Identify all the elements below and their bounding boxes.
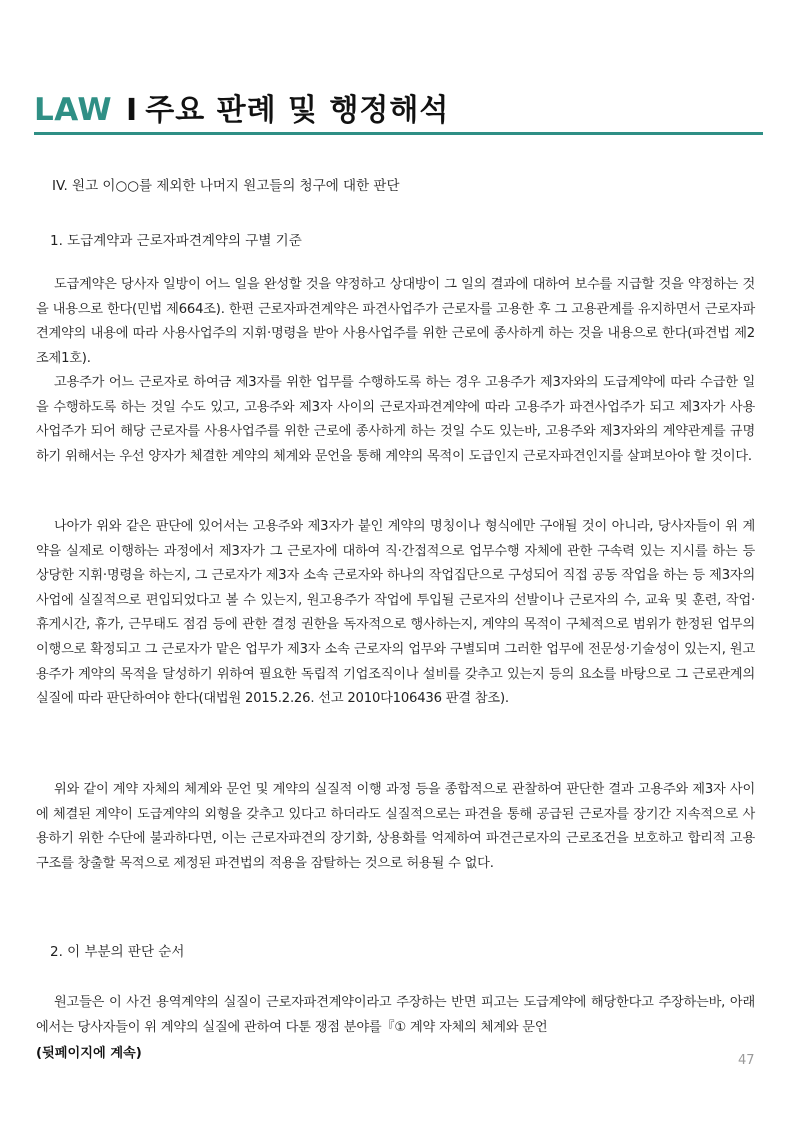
separator-bar: I — [126, 93, 138, 128]
paragraph: 도급계약은 당사자 일방이 어느 일을 완성할 것을 약정하고 상대방이 그 일의 결과에 대하여 보수를 지급할 것을 약정하는 것을 내용으로 한다(민법 제664조). 한편 근로자파견계약은 파견사업주가 근로자를 고용한 후 그 고용관계를 유지하면서 근로자파견계약의 내용에 따라 사용사업주의 지휘·명령을 받아 사용사업주를 위한 근로에 종사하게 하는 것을 내용으로 한다(파견법 제2조제1호). — [36, 277, 755, 366]
header-rule — [34, 132, 763, 135]
paragraph: 위와 같이 계약 자체의 체계와 문언 및 계약의 실질적 이행 과정 등을 종합적으로 관찰하여 판단한 결과 고용주와 제3자 사이에 체결된 계약이 도급계약의 외형을 갖추고 있다고 하더라도 실질적으로는 파견을 통해 공급된 근로자를 장기간 지속적으로 사용하기 위한 수단에 불과하다면, 이는 근로자파견의 장기화, 상용화를 억제하여 파견근로자의 근로조건을 보호하고 합리적 고용구조를 창출할 목적으로 제정된 파견법의 적용을 잠탈하는 것으로 허용될 수 없다. — [36, 782, 755, 871]
continued-note: (뒷페이지에 계속) — [36, 1046, 142, 1061]
subsection-heading-2: 2. 이 부분의 판단 순서 — [50, 944, 185, 960]
section-heading-iv: IV. 원고 이○○를 제외한 나머지 원고들의 청구에 대한 판단 — [52, 178, 400, 194]
paragraph: 원고들은 이 사건 용역계약의 실질이 근로자파견계약이라고 주장하는 반면 피고는 도급계약에 해당한다고 주장하는바, 아래에서는 당사자들이 위 계약의 실질에 관하여 다툰 쟁점 분야를『① 계약 자체의 체계와 문언 — [36, 995, 755, 1035]
page-header — [34, 85, 763, 129]
page-number: 47 — [738, 1053, 755, 1068]
section-label: LAW — [34, 92, 113, 128]
paragraph: 나아가 위와 같은 판단에 있어서는 고용주와 제3자가 붙인 계약의 명칭이나 형식에만 구애될 것이 아니라, 당사자들이 위 계약을 실제로 이행하는 과정에서 제3자가 그 근로자에 대하여 직·간접적으로 업무수행 자체에 관한 구속력 있는 지시를 하는 등 상당한 지휘·명령을 하는지, 그 근로자가 제3자 소속 근로자와 하나의 작업집단으로 구성되어 직접 공동 작업을 하는 등 제3자의 사업에 실질적으로 편입되었다고 볼 수 있는지, 원고용주가 작업에 투입될 근로자의 선발이나 근로자의 수, 교육 및 훈련, 작업·휴게시간, 휴가, 근무태도 점검 등에 관한 결정 권한을 독자적으로 행사하는지, 계약의 목적이 구체적으로 범위가 한정된 업무의 이행으로 확정되고 그 근로자가 맡은 업무가 제3자 소속 근로자의 업무와 구별되며 그러한 업무에 전문성·기술성이 있는지, 원고용주가 계약의 목적을 달성하기 위하여 필요한 독립적 기업조직이나 설비를 갖추고 있는지 등의 요소를 바탕으로 그 근로관계의 실질에 따라 판단하여야 한다(대법원 2015.2.26. 선고 2010다106436 판결 참조). — [36, 519, 755, 707]
page-title: 주요 판례 및 행정해석 — [145, 93, 450, 128]
subsection-heading-1: 1. 도급계약과 근로자파견계약의 구별 기준 — [50, 233, 302, 249]
paragraph: 고용주가 어느 근로자로 하여금 제3자를 위한 업무를 수행하도록 하는 경우 고용주가 제3자와의 도급계약에 따라 수급한 일을 수행하도록 하는 것일 수도 있고, 고용주와 제3자 사이의 근로자파견계약에 따라 고용주가 파견사업주가 되고 제3자가 사용사업주가 되어 해당 근로자를 사용사업주를 위한 근로에 종사하게 하는 것일 수도 있는바, 고용주와 제3자와의 계약관계를 규명하기 위해서는 우선 양자가 체결한 계약의 체계와 문언을 통해 계약의 목적이 도급인지 근로자파견인지를 살펴보아야 할 것이다. — [36, 375, 755, 464]
